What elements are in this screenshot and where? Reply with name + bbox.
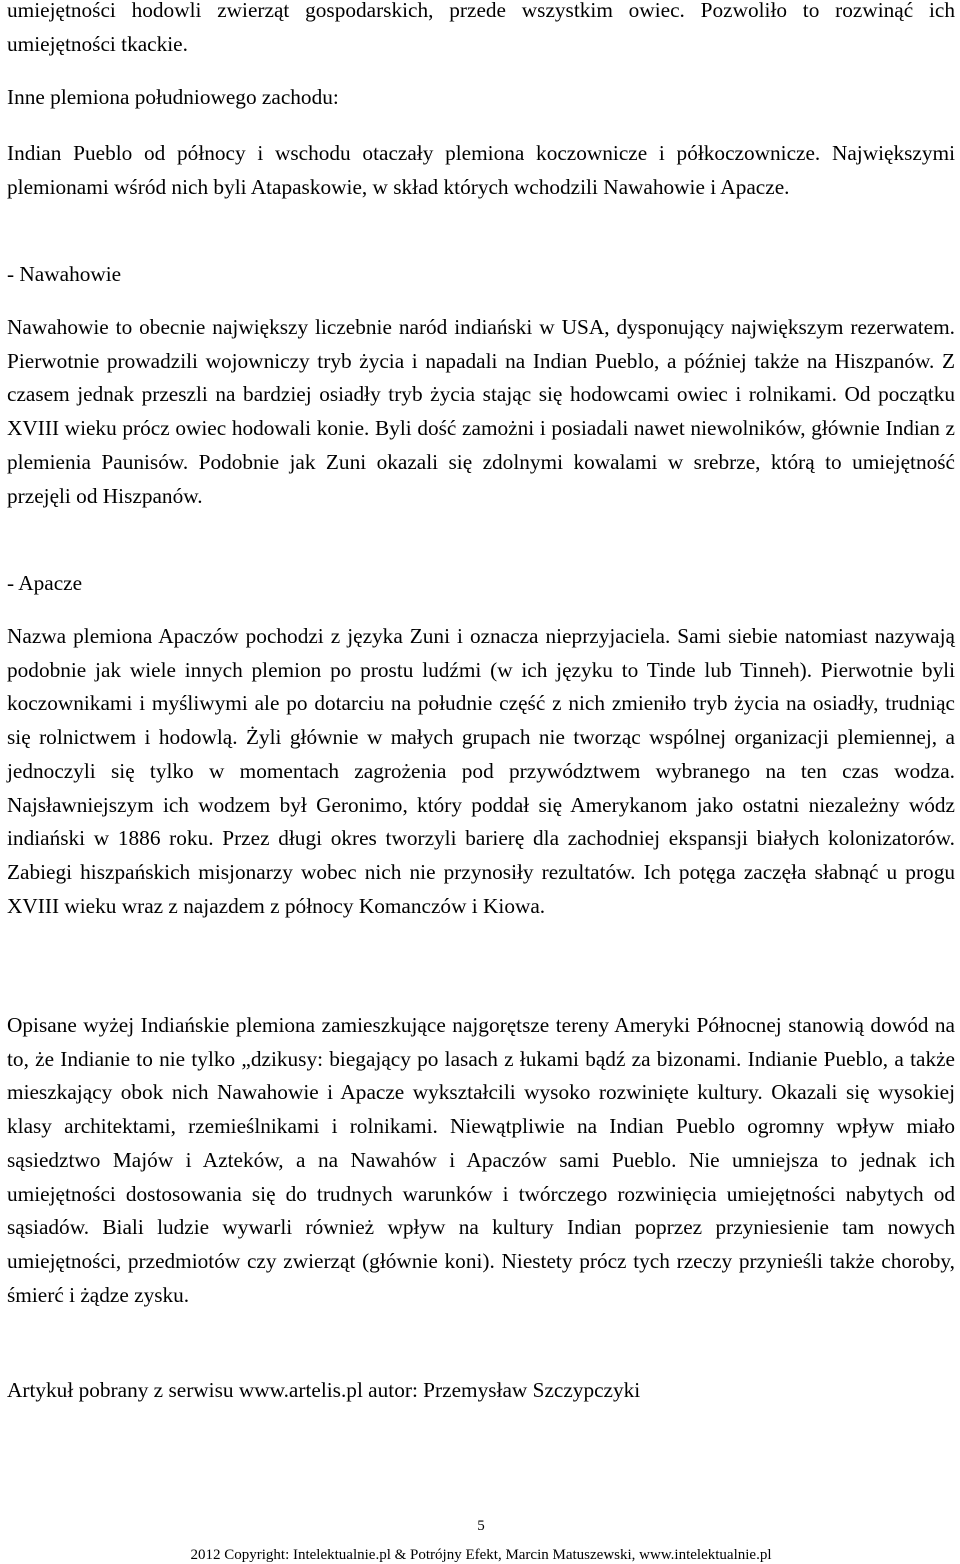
- heading-apacze: - Apacze: [7, 571, 83, 595]
- paragraph-intro: umiejętności hodowli zwierząt gospodarskich, przede wszystkim owiec. Pozwoliło to rozwinąć ich umiejętności tkackie.: [7, 0, 955, 56]
- paragraph-apacze: Nazwa plemiona Apaczów pochodzi z języka Zuni i oznacza nieprzyjaciela. Sami siebie natomiast nazywają podobnie jak wiele innych plemion po prostu ludźmi (w ich języku to Tinde lub Tinneh). Pierwotnie byli koczownikami i myśliwymi ale po dotarciu na południe część z nich zmieniło tryb życia na osiadły, trudniąc się rolnictwem i hodowlą. Żyli głównie w małych grupach nie tworząc wspólnej organizacji plemiennej, a jednoczyli się tylko w momentach zagrożenia pod przywództwem wybranego na ten czas wodza. Najsławniejszym ich wodzem był Geronimo, który poddał się Amerykanom jako ostatni niezależny wódz indiański w 1886 roku. Przez długi okres tworzyli barierę dla zachodniej ekspansji białych kolonizatorów. Zabiegi hiszpańskich misjonarzy wobec nich nie przynosiły rezultatów. Ich potęga zaczęła słabnąć u progu XVIII wieku wraz z najazdem z północy Komanczów i Kiowa.: [7, 624, 955, 918]
- paragraph-nawahowie: Nawahowie to obecnie największy liczebnie naród indiański w USA, dysponujący największym rezerwatem. Pierwotnie prowadzili wojowniczy tryb życia i napadali na Indian Pueblo, a później także na Hiszpanów. Z czasem jednak przeszli na bardziej osiadły tryb życia stając się hodowcami owiec i rolnikami. Od początku XVIII wieku prócz owiec hodowali konie. Byli dość zamożni i posiadali nawet niewolników, głównie Indian z plemienia Paunisów. Podobnie jak Zuni okazali się zdolnymi kowalami w srebrze, którą to umiejętność przejęli od Hiszpanów.: [7, 315, 955, 508]
- paragraph-pueblo-neighbours: Indian Pueblo od północy i wschodu otaczały plemiona koczownicze i półkoczownicze. Największymi plemionami wśród nich byli Atapaskowie, w skład których wchodzili Nawahowie i Apacze.: [7, 141, 955, 199]
- heading-other-tribes: Inne plemiona południowego zachodu:: [7, 85, 339, 109]
- source-attribution: Artykuł pobrany z serwisu www.artelis.pl autor: Przemysław Szczypczyki: [7, 1378, 641, 1402]
- paragraph-summary: Opisane wyżej Indiańskie plemiona zamieszkujące najgorętsze tereny Ameryki Północnej stanowią dowód na to, że Indianie to nie tylko „dzikusy: biegający po lasach z łukami bądź za bizonami. Indianie Pueblo, a także mieszkający obok nich Nawahowie i Apacze wykształcili wysoko rozwinięte kultury. Okazali się wysokiej klasy architektami, rzemieślnikami i rolnikami. Niewątpliwie na Indian Pueblo ogromny wpływ miało sąsiedztwo Majów i Azteków, a na Nawahów i Apaczów sami Pueblo. Nie umniejsza to jednak ich umiejętności dostosowania się do trudnych warunków i twórczego rozwinięcia umiejętności nabytych od sąsiadów. Biali ludzie wywarli również wpływ na kultury Indian poprzez przyniesienie tam nowych umiejętności, przedmiotów czy zwierząt (głównie koni). Niestety prócz tych rzeczy przynieśli także choroby, śmierć i żądze zysku.: [7, 1013, 955, 1307]
- copyright-footer: 2012 Copyright: Intelektualnie.pl & Potrójny Efekt, Marcin Matuszewski, www.intelektualnie.pl: [190, 1547, 772, 1563]
- heading-nawahowie: - Nawahowie: [7, 262, 122, 286]
- page-number: 5: [477, 1518, 485, 1534]
- document-page: [7, 0, 955, 1563]
